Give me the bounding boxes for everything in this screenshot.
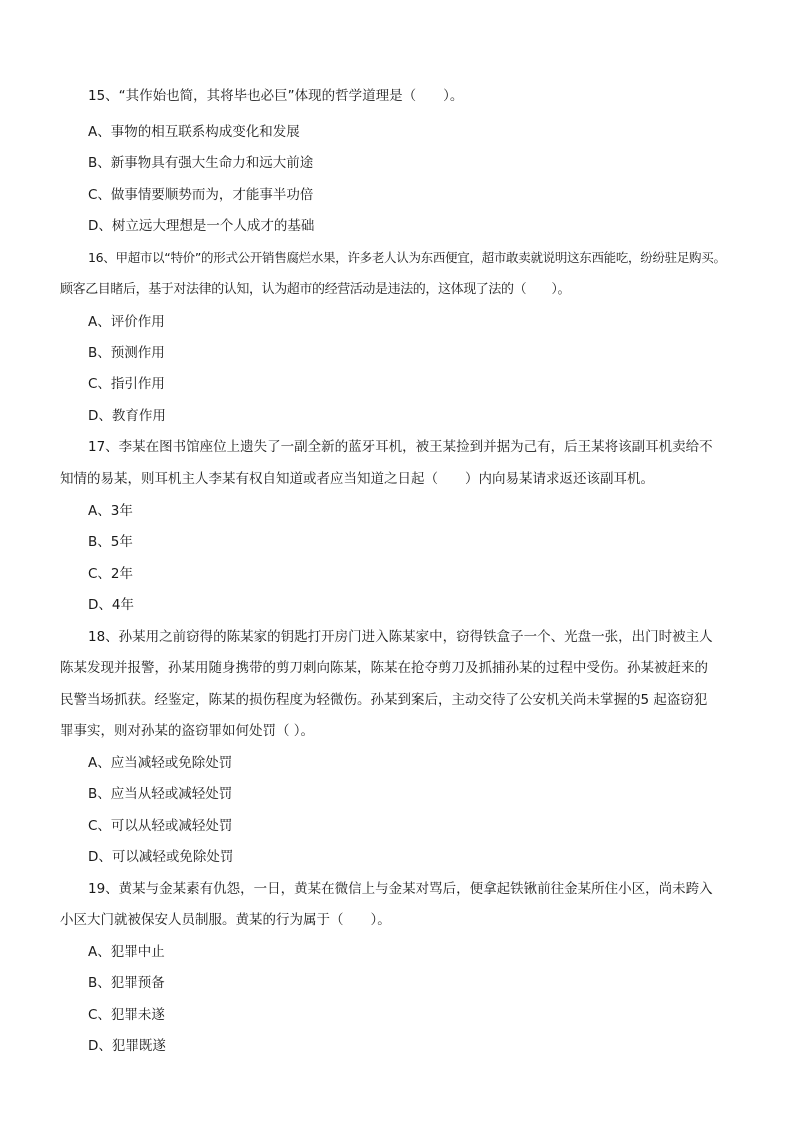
question-17-option-c: C、2年	[88, 566, 134, 582]
question-19-text-line-2: 小区大门就被保安人员制服。黄某的行为属于（ ）。	[60, 912, 391, 928]
question-16-text-line-1: 16、甲超市以“特价”的形式公开销售腐烂水果，许多老人认为东西便宜，超市敢卖就说明这东西能吃，纷纷驻足购买。	[88, 250, 726, 265]
question-15-option-d: D、树立远大理想是一个人成才的基础	[88, 218, 315, 234]
question-16-option-b: B、预测作用	[88, 345, 165, 361]
question-18-text-line-4: 罪事实，则对孙某的盗窃罪如何处罚（ ）。	[60, 723, 315, 739]
question-16-option-c: C、指引作用	[88, 376, 165, 392]
question-16-text-line-2: 顾客乙目睹后，基于对法律的认知，认为超市的经营活动是违法的，这体现了法的（ ）。	[60, 282, 571, 297]
question-15-text: 15、“其作始也简，其将毕也必巨”体现的哲学道理是（ ）。	[88, 88, 464, 104]
question-16-option-d: D、教育作用	[88, 408, 166, 424]
question-17-text-line-1: 17、李某在图书馆座位上遗失了一副全新的蓝牙耳机，被王某捡到并据为己有，后王某将该副耳机卖给不	[88, 439, 713, 455]
question-18-option-d: D、可以减轻或免除处罚	[88, 849, 234, 865]
question-18-text-line-3: 民警当场抓获。经鉴定，陈某的损伤程度为轻微伤。孙某到案后，主动交待了公安机关尚未掌握的5 起盗窃犯	[60, 692, 708, 708]
question-17-option-a: A、3年	[88, 503, 133, 519]
question-15-option-c: C、做事情要顺势而为，才能事半功倍	[88, 187, 314, 203]
question-19-text-line-1: 19、黄某与金某素有仇怨，一日，黄某在微信上与金某对骂后，便拿起铁锹前往金某所住小区，尚未跨入	[88, 881, 713, 897]
question-19-option-a: A、犯罪中止	[88, 944, 165, 960]
question-18-option-c: C、可以从轻或减轻处罚	[88, 818, 233, 834]
question-17-option-d: D、4年	[88, 597, 134, 613]
question-19-option-b: B、犯罪预备	[88, 975, 165, 991]
question-18-text-line-1: 18、孙某用之前窃得的陈某家的钥匙打开房门进入陈某家中，窃得铁盒子一个、光盘一张，出门时被主人	[88, 629, 713, 645]
question-19-option-d: D、犯罪既遂	[88, 1038, 166, 1054]
question-15-option-b: B、新事物具有强大生命力和远大前途	[88, 155, 314, 171]
question-17-option-b: B、5年	[88, 534, 133, 550]
question-19-option-c: C、犯罪未遂	[88, 1007, 165, 1023]
question-17-text-line-2: 知情的易某，则耳机主人李某有权自知道或者应当知道之日起（ ）内向易某请求返还该副耳机。	[60, 471, 654, 487]
question-18-option-a: A、应当减轻或免除处罚	[88, 755, 233, 771]
question-18-text-line-2: 陈某发现并报警，孙某用随身携带的剪刀刺向陈某，陈某在抢夺剪刀及抓捕孙某的过程中受伤。孙某被赶来的	[60, 660, 708, 676]
question-18-option-b: B、应当从轻或减轻处罚	[88, 786, 233, 802]
question-15-option-a: A、事物的相互联系构成变化和发展	[88, 124, 300, 140]
question-16-option-a: A、评价作用	[88, 314, 165, 330]
